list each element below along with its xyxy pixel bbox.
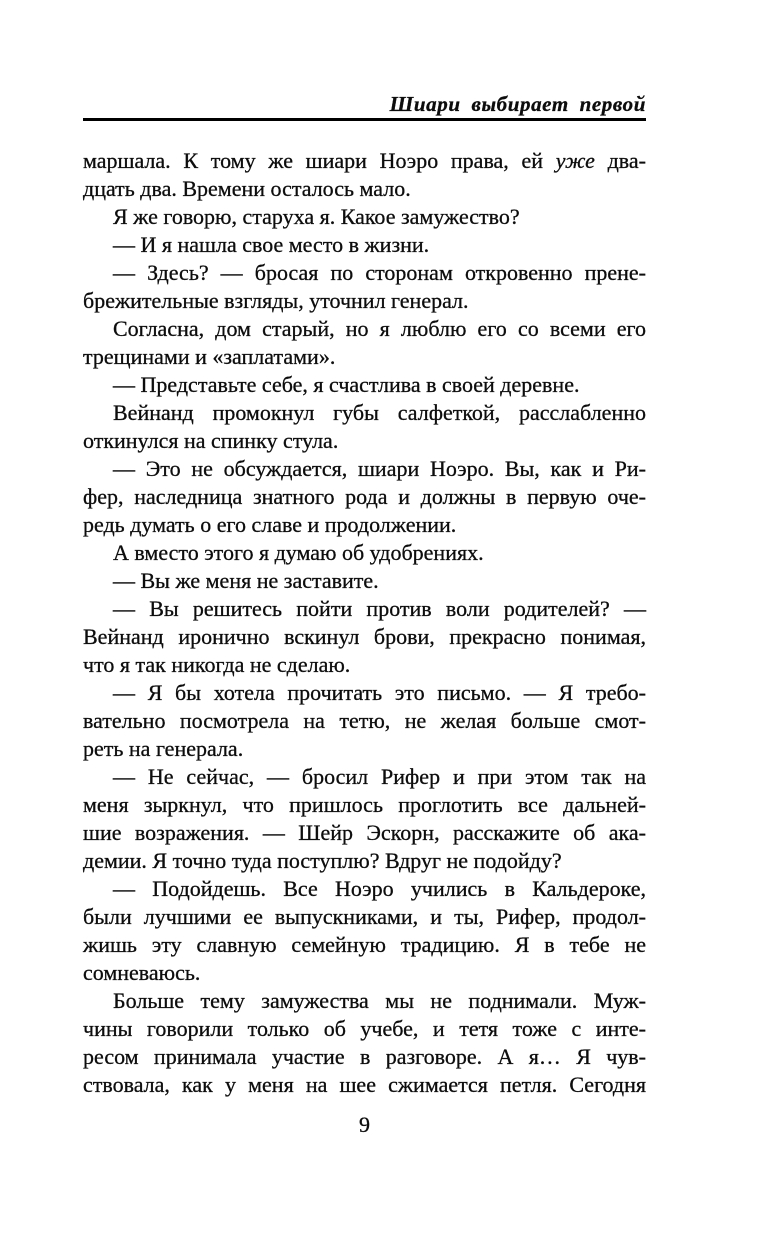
text-line: — Это не обсуждается, шиари Ноэро. Вы, как и Ри- [113, 456, 646, 481]
text-line: что я так никогда не сделаю. [83, 652, 351, 677]
text-line: реть на генерала. [83, 736, 244, 761]
text-line: Согласна, дом старый, но я люблю его со всеми его [113, 316, 646, 341]
text-line: Вейнанд промокнул губы салфеткой, расслабленно [113, 400, 646, 425]
text-line: Вейнанд иронично вскинул брови, прекрасно понимая, [83, 624, 646, 649]
text-line: ресом принимала участие в разговоре. А я… Я чув- [83, 1044, 646, 1069]
text-line: Больше тему замужества мы не поднимали. Муж- [113, 988, 646, 1013]
text-line: — И я нашла свое место в жизни. [113, 232, 430, 257]
text-line: были лучшими ее выпускниками, и ты, Рифер, продол- [83, 904, 646, 929]
text-line: чины говорили только об учебе, и тетя тоже с инте- [83, 1016, 646, 1041]
text-line: А вместо этого я думаю об удобрениях. [113, 540, 484, 565]
text-line: меня зыркнул, что пришлось проглотить все дальней- [83, 792, 646, 817]
text-line: редь думать о его славе и продолжении. [83, 512, 457, 537]
text-line: ствовала, как у меня на шее сжимается петля. Сегодня [83, 1072, 646, 1097]
text-line: шие возражения. — Шейр Эскорн, расскажите об ака- [83, 820, 646, 845]
text-line: — Я бы хотела прочитать это письмо. — Я требо- [113, 680, 646, 705]
text-line: — Вы решитесь пойти против воли родителей? — [113, 596, 646, 621]
text-line: сомневаюсь. [83, 960, 201, 985]
text-line: откинулся на спинку стула. [83, 428, 339, 453]
page-number: 9 [359, 1112, 370, 1137]
text-block [83, 147, 646, 1099]
header-rule [83, 118, 646, 121]
text-line: — Представьте себе, я счастлива в своей деревне. [113, 372, 580, 397]
text-line: брежительные взгляды, уточнил генерал. [83, 288, 469, 313]
text-line: — Подойдешь. Все Ноэро учились в Кальдероке, [113, 876, 646, 901]
text-line: демии. Я точно туда поступлю? Вдруг не подойду? [83, 848, 562, 873]
chapter-title: Шиари выбирает первой [389, 92, 646, 116]
text-line: жишь эту славную семейную традицию. Я в тебе не [83, 932, 646, 957]
text-line: дцать два. Времени осталось мало. [83, 176, 411, 201]
text-line: маршала. К тому же шиари Ноэро права, ей уже два- [83, 148, 646, 173]
text-line: Я же говорю, старуха я. Какое замужество? [113, 204, 520, 229]
text-line: вательно посмотрела на тетю, не желая больше смот- [83, 708, 646, 733]
page-header [83, 92, 646, 117]
text-line: трещинами и «заплатами». [83, 344, 336, 369]
text-line: — Вы же меня не заставите. [113, 568, 379, 593]
text-line: — Не сейчас, — бросил Рифер и при этом так на [113, 764, 646, 789]
text-line: фер, наследница знатного рода и должны в первую оче- [83, 484, 646, 509]
text-line: — Здесь? — бросая по сторонам откровенно прене- [113, 260, 646, 285]
